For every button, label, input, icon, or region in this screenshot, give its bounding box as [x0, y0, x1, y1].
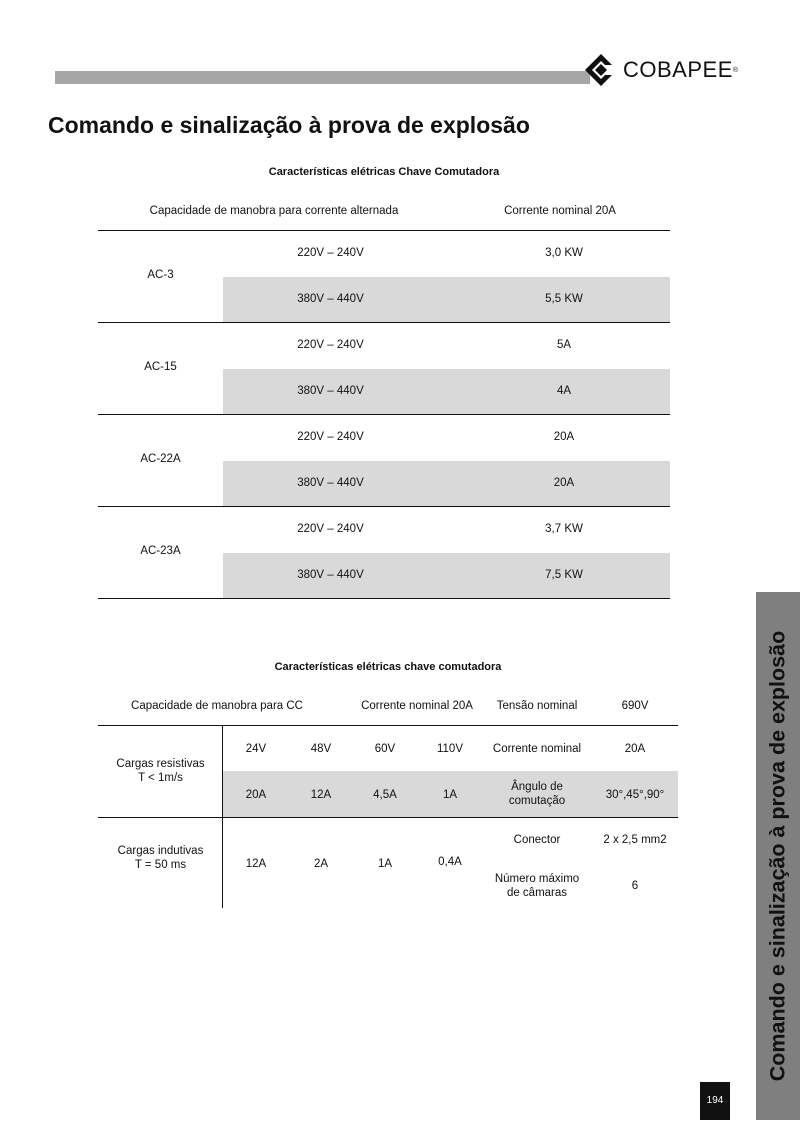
spec-label-line2: comutação [508, 795, 566, 807]
value-cell: 5,5 KW [545, 293, 583, 305]
current-cell: 1A [442, 789, 458, 801]
voltage-cell: 220V – 240V [297, 247, 364, 259]
table-row [223, 415, 670, 460]
page-number: 194 [706, 1095, 724, 1106]
table1-header [98, 190, 670, 231]
table1-group-ac3 [98, 231, 670, 323]
table2-header [98, 690, 678, 726]
current-cell: 1A [377, 858, 393, 870]
spec-label-line1: Número máximo [494, 873, 580, 885]
registered-mark: ® [732, 66, 739, 74]
voltage-cell: 380V – 440V [297, 385, 364, 397]
spec-value: 6 [631, 880, 639, 892]
voltage-cell: 110V [436, 743, 464, 755]
resistive-label [98, 757, 223, 785]
voltage-cell: 220V – 240V [297, 339, 364, 351]
value-cell: 3,7 KW [545, 523, 583, 535]
inductive-loads-group [98, 818, 678, 909]
table2-title: Características elétricas chave comutadora [274, 661, 502, 673]
group-label: AC-3 [147, 269, 174, 281]
table1-group-ac23a [98, 507, 670, 599]
voltage-cell: 220V – 240V [297, 431, 364, 443]
table1-title: Características elétricas Chave Comutadora [268, 166, 500, 178]
spec-label: Conector [513, 834, 561, 846]
voltage-cell: 60V [374, 743, 396, 755]
voltage-cell: 220V – 240V [297, 523, 364, 535]
spec-label-line1: Ângulo de [511, 781, 563, 793]
spec-value: 2 x 2,5 mm2 [603, 834, 667, 846]
table2-header-current: Corrente nominal 20A [361, 700, 473, 712]
cobapee-logo-icon [583, 52, 619, 88]
table-row [223, 369, 670, 414]
inductive-label [98, 844, 223, 872]
cobapee-logo [583, 52, 738, 88]
inductive-label-line1: Cargas indutivas [117, 845, 204, 857]
value-cell: 20A [553, 431, 575, 443]
group-label: AC-15 [144, 361, 177, 373]
value-cell: 4A [556, 385, 572, 397]
spec-value: 30°,45°,90° [605, 789, 665, 801]
voltage-cell: 380V – 440V [297, 569, 364, 581]
table1-header-current: Corrente nominal 20A [504, 205, 616, 217]
voltage-cell: 380V – 440V [297, 477, 364, 489]
table1-group-ac22a [98, 415, 670, 507]
spec-value: 20A [624, 743, 646, 755]
side-tab-text: Comando e sinalização à prova de explosão [765, 630, 790, 1082]
spec-label [495, 872, 579, 900]
table-row [223, 461, 670, 506]
current-cell: 20A [245, 789, 267, 801]
header-bar [55, 71, 590, 84]
spec-label: Corrente nominal [492, 743, 582, 755]
current-cell: 12A [245, 858, 267, 870]
voltage-cell: 48V [310, 743, 332, 755]
value-cell: 5A [556, 339, 572, 351]
value-cell: 7,5 KW [545, 569, 583, 581]
side-tab [756, 592, 800, 1120]
table1-group-ac15 [98, 323, 670, 415]
ac-switching-table [98, 190, 670, 599]
current-cell: 2A [313, 858, 329, 870]
value-cell: 20A [553, 477, 575, 489]
resistive-label-line1: Cargas resistivas [116, 758, 205, 770]
spec-label-line2: de câmaras [506, 887, 568, 899]
current-cell: 0,4A [438, 856, 462, 868]
spec-label [509, 780, 565, 808]
table2-header-voltage-value: 690V [621, 700, 649, 712]
page-title: Comando e sinalização à prova de explosão [48, 112, 530, 138]
group-label: AC-22A [140, 453, 181, 465]
dc-switching-table [98, 690, 678, 909]
voltage-cell: 24V [245, 743, 267, 755]
table2-header-voltage-label: Tensão nominal [496, 700, 578, 712]
page-number-box [700, 1082, 730, 1120]
table-row [223, 277, 670, 322]
current-cell: 12A [310, 789, 332, 801]
resistive-label-line2: T < 1m/s [138, 772, 183, 784]
voltage-cell: 380V – 440V [297, 293, 364, 305]
table-row [223, 323, 670, 368]
table-row [223, 507, 670, 552]
resistive-loads-group [98, 726, 678, 818]
table1-header-capacity: Capacidade de manobra para corrente alternada [149, 205, 399, 217]
current-cell: 4,5A [373, 789, 397, 801]
table2-header-capacity: Capacidade de manobra para CC [131, 700, 303, 712]
table-row [223, 231, 670, 276]
table-row [223, 553, 670, 598]
value-cell: 3,0 KW [545, 247, 583, 259]
brand-name: COBAPEE [623, 57, 733, 82]
group-label: AC-23A [140, 545, 181, 557]
inductive-label-line2: T = 50 ms [134, 859, 187, 871]
